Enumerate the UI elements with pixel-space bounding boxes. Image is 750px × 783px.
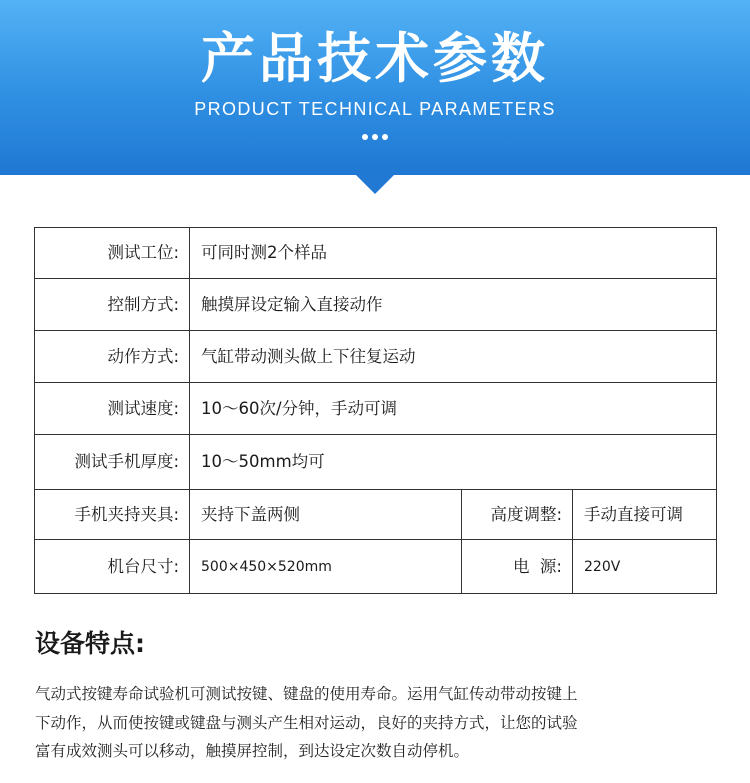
table-row xyxy=(35,383,717,435)
spec-value: 夹持下盖两侧 xyxy=(190,490,462,540)
table-row xyxy=(35,228,717,279)
features-line: 下动作，从而使按键或键盘与测头产生相对运动，良好的夹持方式，让您的试验 xyxy=(35,713,578,732)
table-row xyxy=(35,435,717,490)
spec-label: 手机夹持夹具: xyxy=(35,490,190,540)
dots-decoration xyxy=(0,134,750,144)
spec-label: 动作方式: xyxy=(35,331,190,383)
spec-table xyxy=(34,227,717,594)
table-row xyxy=(35,540,717,594)
table-row xyxy=(35,279,717,331)
banner-subtitle: PRODUCT TECHNICAL PARAMETERS xyxy=(194,99,556,119)
dot-icon xyxy=(382,134,388,140)
spec-value: 触摸屏设定输入直接动作 xyxy=(190,279,717,331)
features-title: 设备特点: xyxy=(35,629,145,658)
spec-label: 测试工位: xyxy=(35,228,190,279)
spec-value: 气缸带动测头做上下往复运动 xyxy=(190,331,717,383)
spec-value: 10～60次/分钟，手动可调 xyxy=(190,383,717,435)
spec-label: 测试手机厚度: xyxy=(35,435,190,490)
spec-label: 控制方式: xyxy=(35,279,190,331)
dot-icon xyxy=(372,134,378,140)
spec-label-secondary: 高度调整: xyxy=(462,490,573,540)
spec-value-secondary: 手动直接可调 xyxy=(573,490,717,540)
table-row xyxy=(35,490,717,540)
features-line: 气动式按键寿命试验机可测试按键、键盘的使用寿命。运用气缸传动带动按键上 xyxy=(35,685,578,703)
dot-icon xyxy=(362,134,368,140)
spec-value: 500×450×520mm xyxy=(190,540,462,594)
spec-label-secondary: 电 源: xyxy=(462,540,573,594)
spec-value: 可同时测2个样品 xyxy=(190,228,717,279)
down-arrow-icon xyxy=(355,174,395,194)
spec-label: 测试速度: xyxy=(35,383,190,435)
header-banner xyxy=(0,0,750,175)
spec-value-secondary: 220V xyxy=(573,540,717,594)
banner-title: 产品技术参数 xyxy=(201,27,549,90)
spec-value: 10～50mm均可 xyxy=(190,435,717,490)
table-row xyxy=(35,331,717,383)
spec-label: 机台尺寸: xyxy=(35,540,190,594)
features-line: 富有成效测头可以移动，触摸屏控制，到达设定次数自动停机。 xyxy=(35,742,470,760)
features-description xyxy=(35,680,725,766)
